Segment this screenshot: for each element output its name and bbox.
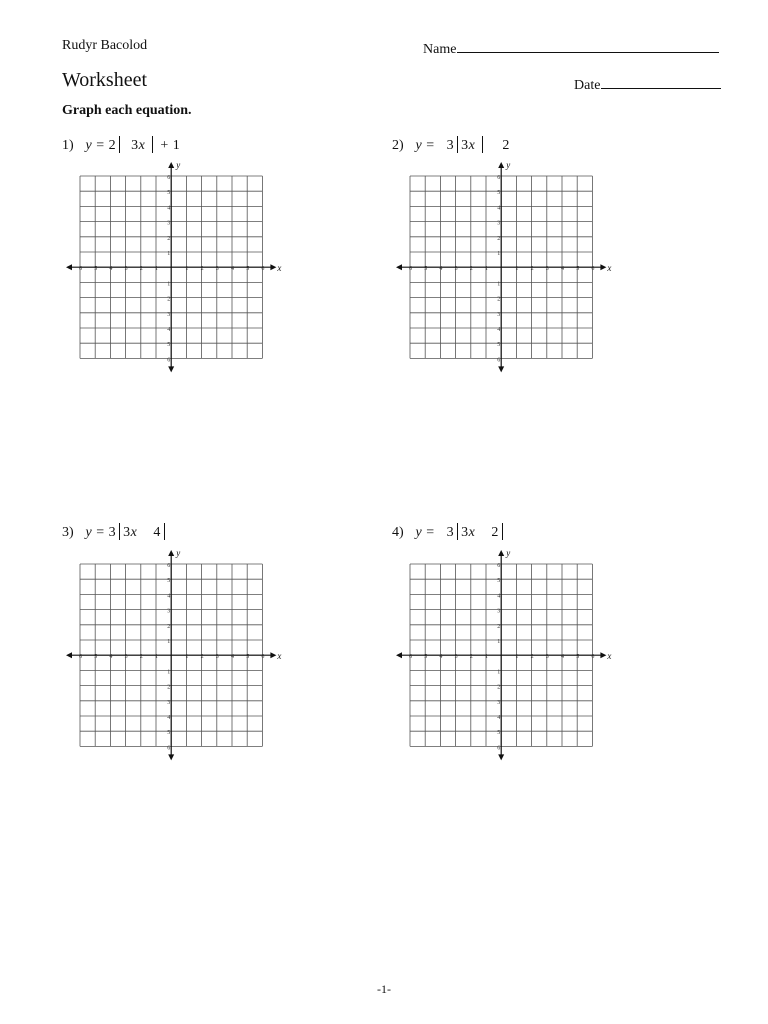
y-axis-arrow-down [498, 754, 504, 760]
y-tick-label: 2 [167, 235, 171, 242]
y-tick-label: 1 [167, 281, 171, 288]
x-tick-label: 3 [215, 266, 219, 273]
y-tick-label: 6 [497, 357, 501, 364]
y-tick-label: 1 [497, 669, 501, 676]
y-tick-label: 1 [497, 251, 501, 257]
y-axis-label: y [176, 160, 181, 170]
x-tick-label: 6 [409, 266, 412, 273]
x-tick-label: 6 [261, 266, 265, 273]
problem-1 [62, 136, 180, 154]
y-tick-label: 2 [497, 296, 501, 303]
x-tick-label: 1 [485, 266, 488, 273]
instructions: Graph each equation. [62, 103, 192, 118]
y-tick-label: 5 [497, 578, 501, 585]
x-tick-label: 4 [231, 266, 234, 273]
x-tick-label: 3 [545, 266, 549, 273]
y-tick-label: 2 [497, 623, 501, 630]
x-tick-label: 2 [139, 654, 143, 661]
x-tick-label: 4 [109, 266, 113, 273]
x-tick-label: 3 [124, 654, 128, 661]
date-line[interactable] [601, 74, 721, 89]
x-tick-label: 1 [185, 654, 189, 661]
y-tick-label: 4 [497, 205, 501, 212]
y-tick-label: 5 [167, 578, 171, 585]
y-tick-label: 3 [497, 220, 501, 227]
y-tick-label: 2 [497, 684, 501, 691]
x-tick-label: 3 [454, 266, 458, 273]
x-tick-label: 5 [94, 654, 98, 661]
y-tick-label: 2 [497, 235, 501, 242]
y-axis-arrow-down [168, 366, 174, 372]
y-tick-label: 4 [497, 593, 501, 600]
y-tick-label: 6 [497, 175, 501, 181]
x-tick-label: 2 [530, 654, 534, 661]
x-tick-label: 3 [545, 654, 549, 661]
y-tick-label: 1 [167, 639, 171, 645]
name-label: Name [423, 42, 457, 57]
coordinate-grid-1[interactable] [60, 158, 290, 380]
x-tick-label: 2 [469, 654, 473, 661]
x-tick-label: 1 [155, 654, 158, 661]
equation: y = 3 3x 2 [415, 138, 510, 153]
y-tick-label: 4 [167, 715, 171, 721]
y-tick-label: 5 [167, 342, 171, 349]
x-tick-label: 5 [424, 266, 428, 273]
problem-2 [392, 136, 510, 154]
x-tick-label: 4 [109, 654, 113, 661]
x-tick-label: 6 [409, 654, 412, 661]
x-tick-label: 2 [200, 654, 204, 661]
x-tick-label: 5 [576, 654, 580, 661]
name-line[interactable] [457, 38, 719, 53]
coordinate-grid-4[interactable] [390, 546, 620, 768]
x-tick-label: 5 [424, 654, 428, 661]
y-axis-arrow-down [168, 754, 174, 760]
x-tick-label: 6 [591, 266, 595, 273]
x-axis-arrow-left [396, 652, 402, 658]
x-tick-label: 1 [155, 266, 158, 273]
x-tick-label: 4 [439, 654, 443, 661]
x-axis-label: x [277, 263, 282, 274]
x-tick-label: 6 [591, 654, 595, 661]
y-tick-label: 3 [167, 699, 171, 706]
y-tick-label: 1 [497, 639, 501, 645]
y-axis-label: y [176, 548, 181, 558]
x-axis-arrow-left [396, 264, 402, 270]
y-tick-label: 3 [167, 311, 171, 318]
x-axis-arrow-right [270, 264, 276, 270]
x-tick-label: 1 [185, 266, 189, 273]
y-tick-label: 3 [167, 608, 171, 615]
y-tick-label: 6 [497, 563, 501, 569]
equation: y = 3 3x 2 [416, 525, 506, 540]
x-tick-label: 4 [231, 654, 234, 661]
x-axis-label: x [607, 651, 612, 662]
x-axis-arrow-right [600, 652, 606, 658]
y-axis-label: y [506, 160, 511, 170]
x-tick-label: 4 [439, 266, 443, 273]
coordinate-grid-3[interactable] [60, 546, 290, 768]
y-tick-label: 2 [167, 296, 171, 303]
y-tick-label: 1 [167, 669, 171, 676]
x-tick-label: 3 [215, 654, 219, 661]
y-tick-label: 4 [167, 593, 171, 600]
x-axis-arrow-left [66, 264, 72, 270]
x-axis-arrow-right [600, 264, 606, 270]
equation: y = 3 3x 4 [86, 525, 168, 540]
x-axis-arrow-right [270, 652, 276, 658]
date-label: Date [574, 78, 601, 93]
y-tick-label: 2 [167, 684, 171, 691]
page-number: -1- [377, 982, 391, 996]
author-name: Rudyr Bacolod [62, 38, 148, 53]
y-axis-label: y [506, 548, 511, 558]
y-tick-label: 4 [167, 205, 171, 212]
date-field[interactable] [574, 74, 721, 94]
y-tick-label: 4 [497, 715, 501, 721]
y-tick-label: 4 [497, 327, 501, 333]
y-tick-label: 1 [167, 251, 171, 257]
page-title: Worksheet [62, 69, 148, 91]
coordinate-grid-2[interactable] [390, 158, 620, 380]
x-tick-label: 3 [454, 654, 458, 661]
x-tick-label: 4 [561, 266, 564, 273]
y-axis-arrow-up [168, 162, 174, 168]
problem-number: 2) [392, 138, 404, 153]
problem-4 [392, 523, 506, 541]
x-tick-label: 6 [261, 654, 265, 661]
x-tick-label: 1 [485, 654, 488, 661]
y-tick-label: 6 [167, 563, 171, 569]
x-tick-label: 2 [469, 266, 473, 273]
problem-number: 4) [392, 525, 404, 540]
y-tick-label: 5 [497, 190, 501, 197]
y-tick-label: 6 [167, 745, 171, 752]
y-tick-label: 3 [167, 220, 171, 227]
x-tick-label: 5 [246, 654, 250, 661]
y-tick-label: 3 [497, 311, 501, 318]
equation: y = 2 3x + 1 [85, 138, 181, 153]
x-tick-label: 3 [124, 266, 128, 273]
y-axis-arrow-up [168, 550, 174, 556]
y-tick-label: 6 [497, 745, 501, 752]
x-tick-label: 6 [79, 654, 82, 661]
y-axis-arrow-down [498, 366, 504, 372]
name-field[interactable] [423, 38, 719, 58]
y-tick-label: 6 [167, 175, 171, 181]
x-axis-arrow-left [66, 652, 72, 658]
x-tick-label: 1 [515, 654, 519, 661]
x-axis-label: x [277, 651, 282, 662]
problem-3 [62, 523, 168, 541]
problem-number: 1) [62, 138, 74, 153]
y-axis-arrow-up [498, 162, 504, 168]
problem-number: 3) [62, 525, 74, 540]
y-tick-label: 5 [497, 342, 501, 349]
y-tick-label: 4 [167, 327, 171, 333]
y-tick-label: 5 [497, 730, 501, 737]
x-tick-label: 2 [530, 266, 534, 273]
x-tick-label: 4 [561, 654, 564, 661]
y-tick-label: 2 [167, 623, 171, 630]
x-tick-label: 2 [200, 266, 204, 273]
y-tick-label: 5 [167, 730, 171, 737]
x-tick-label: 5 [94, 266, 98, 273]
x-tick-label: 5 [576, 266, 580, 273]
y-tick-label: 5 [167, 190, 171, 197]
x-tick-label: 2 [139, 266, 143, 273]
y-tick-label: 3 [497, 608, 501, 615]
y-tick-label: 3 [497, 699, 501, 706]
x-tick-label: 1 [515, 266, 519, 273]
x-tick-label: 6 [79, 266, 82, 273]
x-axis-label: x [607, 263, 612, 274]
y-tick-label: 6 [167, 357, 171, 364]
y-tick-label: 1 [497, 281, 501, 288]
x-tick-label: 5 [246, 266, 250, 273]
y-axis-arrow-up [498, 550, 504, 556]
